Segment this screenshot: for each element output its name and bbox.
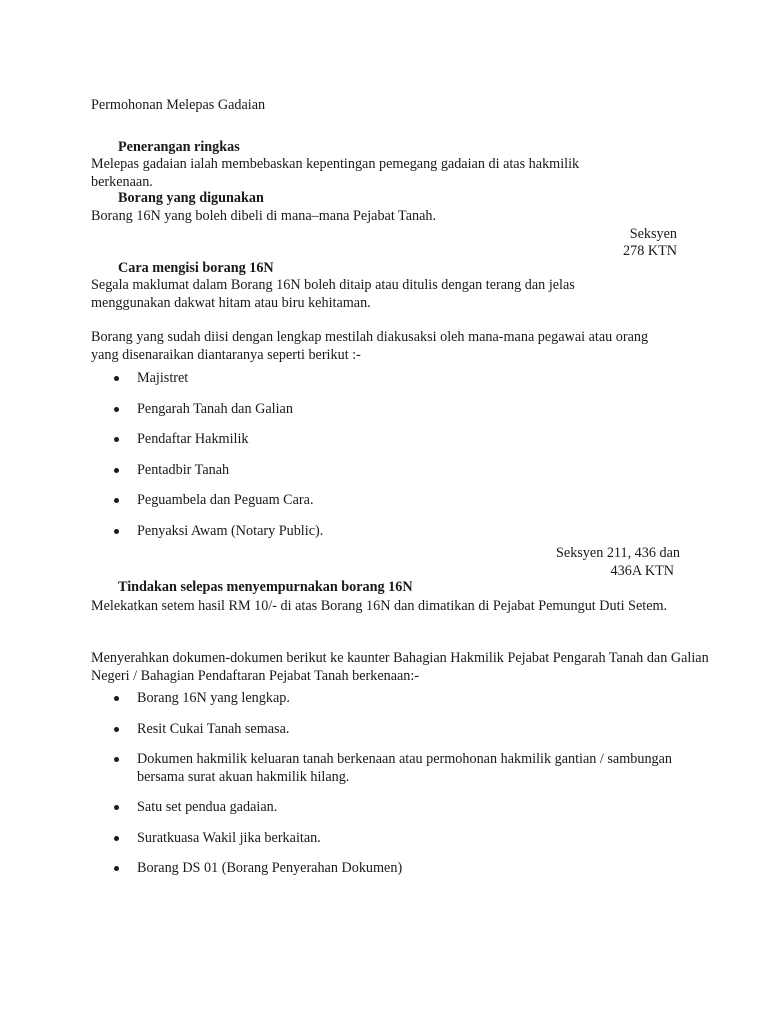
bullet-icon [114,468,119,473]
list-item-text: Penyaksi Awam (Notary Public). [137,522,324,539]
bullet-icon [114,529,119,534]
documents-list [112,690,692,891]
list-item [112,462,692,480]
bullet-icon [114,866,119,871]
list-item-text: Peguambela dan Peguam Cara. [137,492,314,508]
bullet-icon [114,437,119,442]
list-item [112,431,692,449]
list-item [112,523,692,541]
list-item-text: Pendaftar Hakmilik [137,431,249,447]
list-item [112,370,692,388]
bullet-icon [114,376,119,381]
list-item-text: Resit Cukai Tanah semasa. [137,720,290,737]
how-to-fill-reference-line2: 436A KTN [610,563,674,579]
form-used-heading: Borang yang digunakan [118,190,264,206]
list-item-text: Dokumen hakmilik keluaran tanah berkenaan atau permohonan hakmilik gantian / sambungan bersama surat akuan hakmilik hilang. [137,751,673,785]
how-to-fill-reference-line1: Seksyen 211, 436 dan [556,545,680,561]
list-item [112,401,692,419]
list-item-text: Suratkuasa Wakil jika berkaitan. [137,829,321,846]
form-used-reference-line1: Seksyen [629,226,677,242]
list-item-text: Pentadbir Tanah [137,461,230,478]
form-used-reference-line2: 278 KTN [623,243,677,259]
after-completion-heading: Tindakan selepas menyempurnakan borang 16N [118,579,413,595]
bullet-icon [114,757,119,762]
after-completion-text-2: Menyerahkan dokumen-dokumen berikut ke kaunter Bahagian Hakmilik Pejabat Pengarah Tanah dan Galian Negeri / Bahagian Pendaftaran Pejabat Tanah berkenaan:- [91,650,709,684]
how-to-fill-text-1: Segala maklumat dalam Borang 16N boleh ditaip atau ditulis dengan terang dan jelas menggunakan dakwat hitam atau biru kehitaman. [91,277,575,311]
list-item-text: Borang 16N yang lengkap. [137,690,290,706]
bullet-icon [114,727,119,732]
bullet-icon [114,836,119,841]
after-completion-text-1: Melekatkan setem hasil RM 10/- di atas Borang 16N dan dimatikan di Pejabat Pemungut Duti Setem. [91,598,668,614]
list-item-text: Satu set pendua gadaian. [137,799,278,815]
list-item [112,690,692,708]
how-to-fill-text-2: Borang yang sudah diisi dengan lengkap mestilah diakusaksi oleh mana-mana pegawai atau orang yang disenaraikan diantaranya seperti berikut :- [91,329,649,363]
summary-heading: Penerangan ringkas [118,139,240,155]
list-item [112,830,692,848]
list-item [112,751,692,786]
list-item-text: Borang DS 01 (Borang Penyerahan Dokumen) [137,860,403,876]
bullet-icon [114,696,119,701]
bullet-icon [114,407,119,412]
bullet-icon [114,805,119,810]
list-item [112,721,692,739]
form-used-text: Borang 16N yang boleh dibeli di mana–mana Pejabat Tanah. [91,208,437,224]
list-item [112,492,692,510]
bullet-icon [114,498,119,503]
document-title: Permohonan Melepas Gadaian [91,97,266,113]
list-item-text: Majistret [137,370,189,386]
witness-list [112,370,692,553]
list-item-text: Pengarah Tanah dan Galian [137,400,293,417]
summary-text: Melepas gadaian ialah membebaskan kepentingan pemegang gadaian di atas hakmilik berkenaan. [91,156,580,190]
how-to-fill-heading: Cara mengisi borang 16N [118,260,274,276]
list-item [112,799,692,817]
list-item [112,860,692,878]
